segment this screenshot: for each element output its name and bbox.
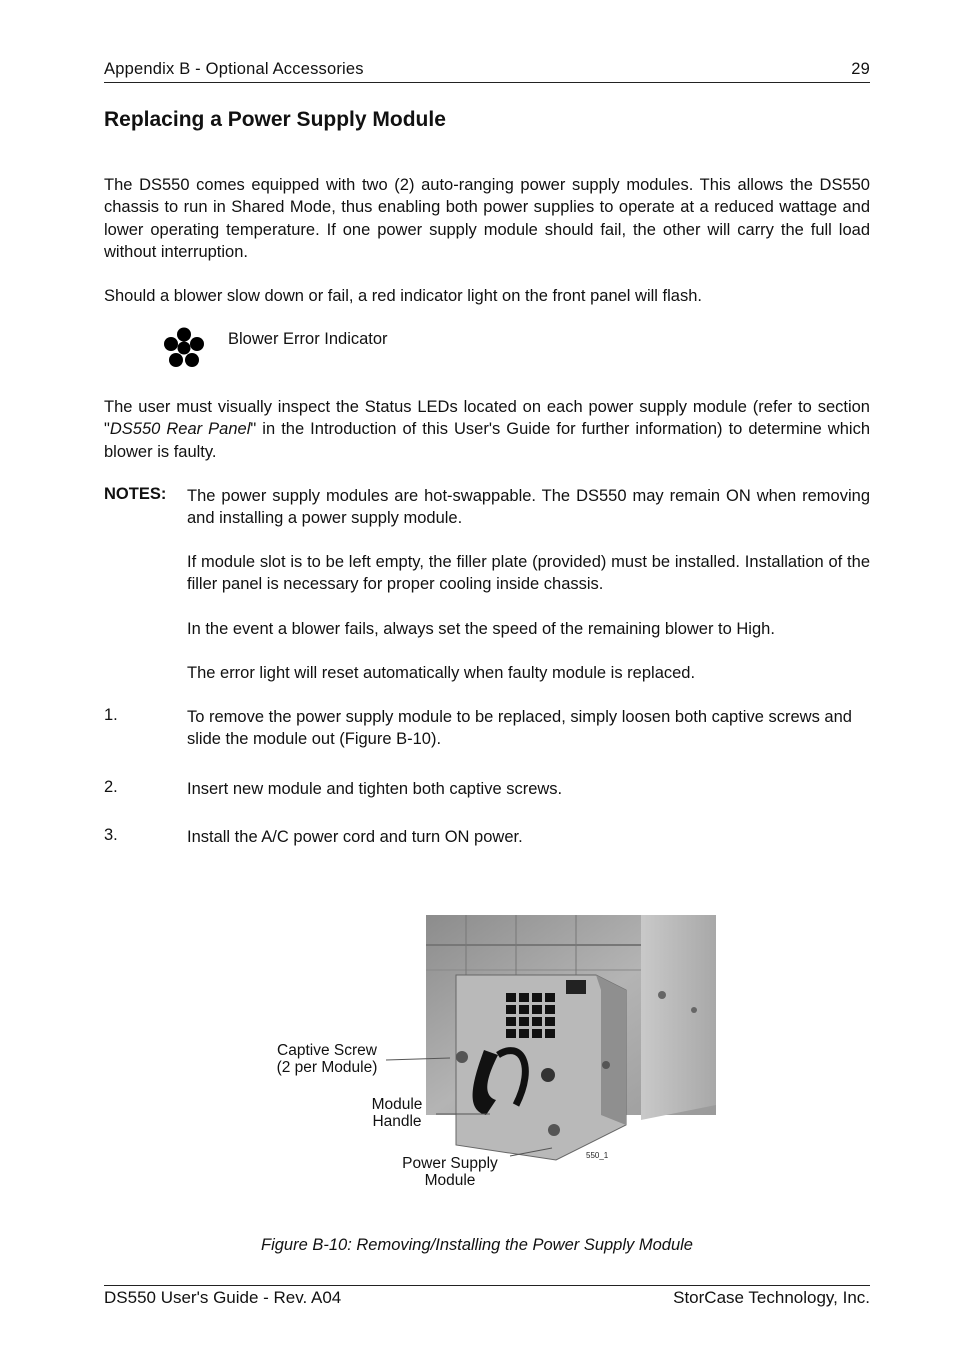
page-title: Replacing a Power Supply Module: [104, 108, 446, 131]
note-item: If module slot is to be left empty, the filler plate (provided) must be installed. Installation of the filler panel is necessary for proper cooling inside chassis.: [187, 553, 870, 594]
page-header: [104, 60, 870, 83]
callout-captive-screw: Captive Screw (2 per Module): [276, 1042, 378, 1076]
note-item: The error light will reset automatically when faulty module is replaced.: [187, 664, 696, 682]
step-number: 2.: [104, 778, 118, 796]
note-item: The power supply modules are hot-swappable. The DS550 may remain ON when removing and installing a power supply module.: [187, 487, 870, 528]
figure-image-id: 550_1: [586, 1151, 609, 1160]
header-section: Appendix B - Optional Accessories: [104, 60, 364, 78]
page-footer: [104, 1285, 870, 1307]
inspect-paragraph: [104, 396, 870, 463]
footer-right: StorCase Technology, Inc.: [673, 1288, 870, 1307]
inspect-text-pre: The user must visually inspect the Status LEDs located on each power supply module (refer to section ": [104, 398, 870, 439]
note-item: In the event a blower fails, always set the speed of the remaining blower to High.: [187, 620, 775, 638]
blower-error-icon: [162, 326, 206, 370]
blower-paragraph: Should a blower slow down or fail, a red indicator light on the front panel will flash.: [104, 287, 702, 305]
figure-caption: Figure B-10: Removing/Installing the Power Supply Module: [261, 1236, 693, 1254]
inspect-text-italic: DS550 Rear Panel: [109, 420, 251, 439]
callout-power-supply-module: Power Supply Module: [402, 1155, 498, 1189]
inspect-text-post: " in the Introduction of this User's Guide for further information) to determine which blower is faulty.: [104, 420, 870, 461]
step-number: 1.: [104, 706, 118, 724]
step-text: Install the A/C power cord and turn ON power.: [187, 828, 523, 846]
indicator-label: Blower Error Indicator: [228, 330, 388, 348]
notes-label: NOTES:: [104, 485, 167, 503]
intro-paragraph: The DS550 comes equipped with two (2) auto-ranging power supply modules. This allows the DS550 chassis to run in Shared Mode, thus enabling both power supplies to operate at a reduced wattage and lower operating temperature. If one power supply module should fail, the other will carry the full load without interruption.: [104, 176, 870, 261]
footer-left: DS550 User's Guide - Rev. A04: [104, 1288, 342, 1307]
step-text: Insert new module and tighten both captive screws.: [187, 780, 563, 798]
page-number: 29: [851, 60, 870, 78]
callout-module-handle: Module Handle: [371, 1096, 423, 1130]
step-text: To remove the power supply module to be replaced, simply loosen both captive screws and slide the module out (Figure B-10).: [187, 708, 852, 749]
step-number: 3.: [104, 826, 118, 844]
